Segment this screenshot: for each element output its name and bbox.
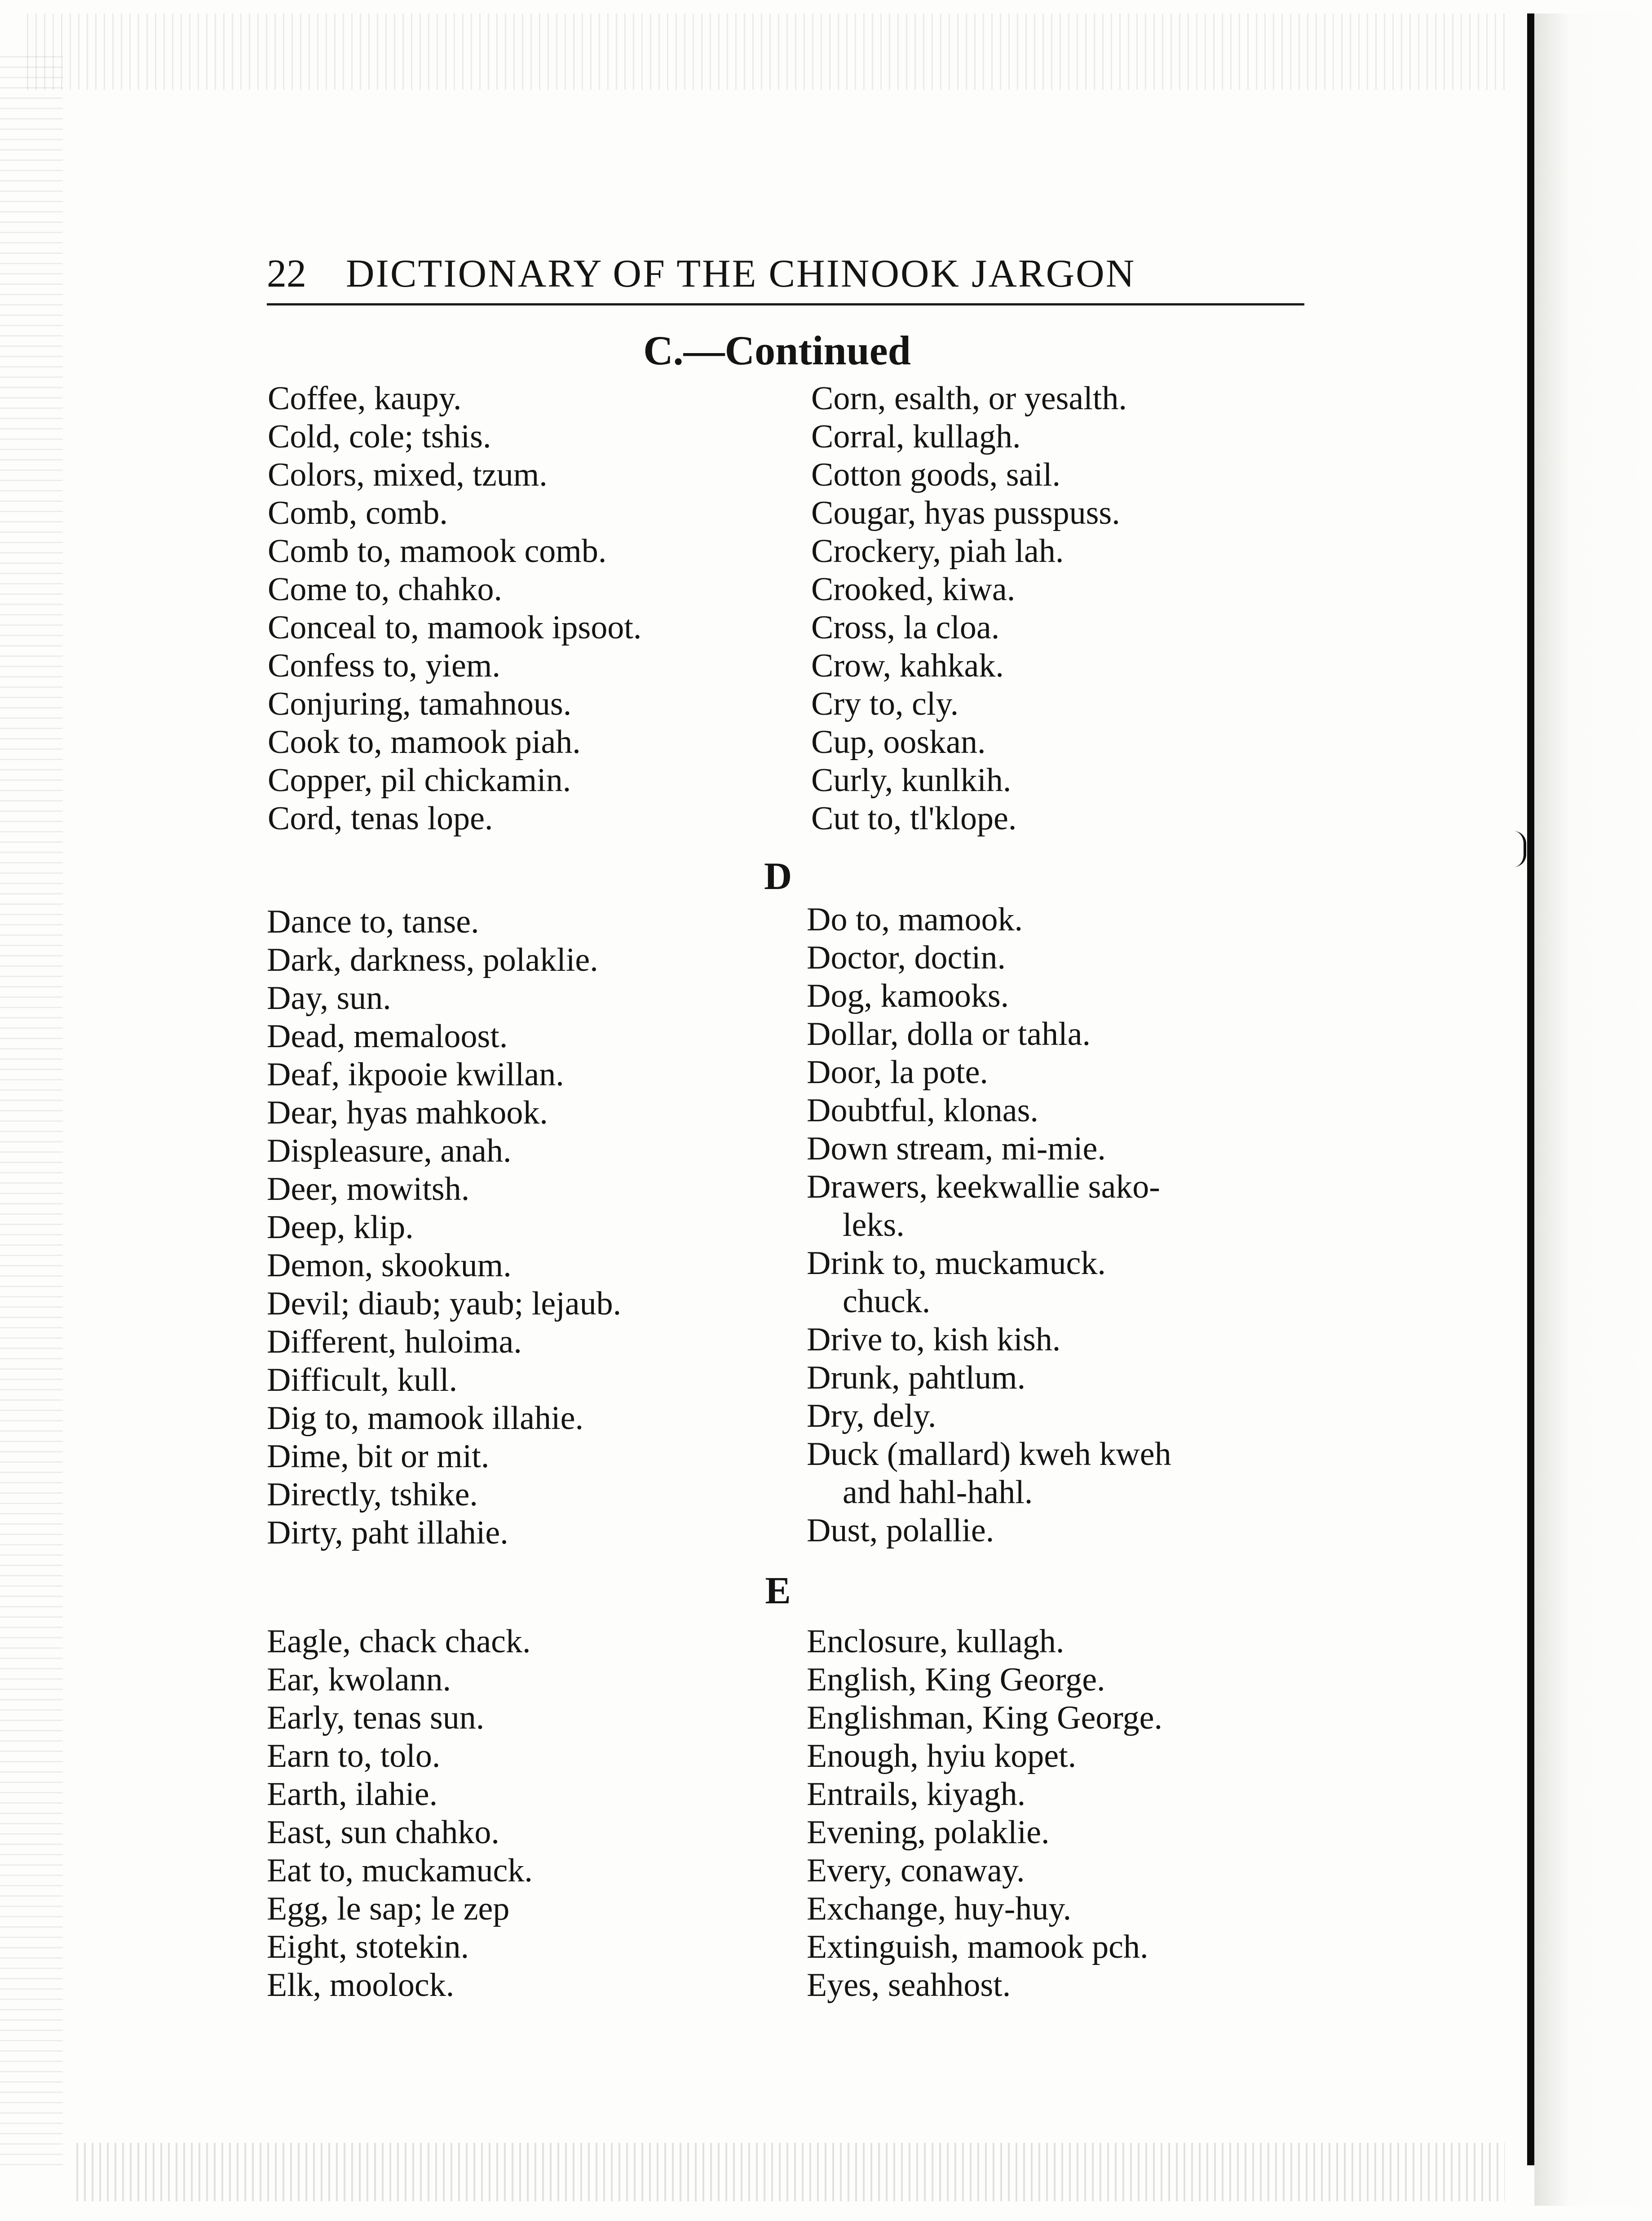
entry: Eat to, muckamuck. [267,1852,533,1889]
entry: Crooked, kiwa. [811,571,1016,608]
entry: Elk, moolock. [267,1967,455,2004]
entry: Doctor, doctin. [807,939,1006,976]
entry: Confess to, yiem. [268,647,500,684]
page-number: 22 [267,252,306,296]
entry: Drive to, kish kish. [807,1321,1061,1358]
entry: Dollar, dolla or tahla. [807,1016,1091,1053]
entry: Extinguish, mamook pch. [807,1929,1148,1965]
section-heading-c: C.—Continued [643,327,911,373]
entry: Every, conaway. [807,1852,1025,1889]
entry-continuation: chuck. [843,1283,931,1320]
entry: Enough, hyiu kopet. [807,1738,1077,1774]
entry: Earth, ilahie. [267,1776,438,1813]
entry: Cry to, cly. [811,686,959,722]
entry: Curly, kunlkih. [811,762,1012,799]
entry: Day, sun. [267,980,391,1017]
entry: Conjuring, tamahnous. [268,686,572,722]
entry: Eight, stotekin. [267,1929,469,1965]
binding-shadow [1534,13,1652,2206]
c-left-column [268,380,641,838]
entry-continuation: leks. [843,1207,905,1243]
entry: Corn, esalth, or yesalth. [811,380,1127,417]
entry: Dance to, tanse. [267,903,479,940]
entry: Ear, kwolann. [267,1661,451,1698]
entry-continuation: and hahl-hahl. [843,1474,1033,1511]
d-left-column [267,903,621,1552]
entry: Crockery, piah lah. [811,533,1064,570]
entry: English, King George. [807,1661,1105,1698]
entry: Door, la pote. [807,1054,988,1091]
entry: East, sun chahko. [267,1814,499,1851]
entry: Come to, chahko. [268,571,503,608]
entry: Dry, dely. [807,1398,936,1434]
entry: Colors, mixed, tzum. [268,456,548,493]
entry: Dirty, paht illahie. [267,1514,508,1551]
running-head [267,245,1304,305]
entry: Drink to, muckamuck. [807,1245,1106,1282]
entry: Entrails, kiyagh. [807,1776,1026,1813]
entry: Deer, mowitsh. [267,1171,470,1208]
section-heading-d: D [764,854,792,898]
entry: Cross, la cloa. [811,609,1000,646]
entry: Dark, darkness, polaklie. [267,942,598,978]
scan-noise-top [27,13,1509,90]
entry: Comb, comb. [268,495,448,531]
e-left-column [267,1623,533,2004]
entry: Crow, kahkak. [811,647,1004,684]
running-title: DICTIONARY OF THE CHINOOK JARGON [346,252,1136,296]
entry: Directly, tshike. [267,1476,478,1513]
c-right-column [811,380,1127,838]
entry: Evening, polaklie. [807,1814,1050,1851]
entry: Duck (mallard) kweh kweh [807,1436,1171,1473]
entry: Dog, kamooks. [807,978,1009,1014]
entry: Conceal to, mamook ipsoot. [268,609,642,646]
entry: Cold, cole; tshis. [268,418,491,455]
entry: Early, tenas sun. [267,1699,485,1736]
entry: Doubtful, klonas. [807,1092,1038,1129]
entry: Cook to, mamook piah. [268,724,581,761]
entry: Dust, polallie. [807,1512,994,1549]
entry: Cotton goods, sail. [811,456,1061,493]
entry: Deaf, ikpooie kwillan. [267,1056,564,1093]
scan-noise-left [0,54,63,2165]
entry: Dime, bit or mit. [267,1438,490,1475]
entry: Cup, ooskan. [811,724,986,761]
entry: Deep, klip. [267,1209,414,1246]
entry: Dear, hyas mahkook. [267,1094,548,1131]
entry: Coffee, kaupy. [268,380,462,417]
entry: Devil; diaub; yaub; lejaub. [267,1285,622,1322]
binding-edge [1527,13,1534,2165]
entry: Cut to, tl'klope. [811,800,1017,837]
entry: Different, huloima. [267,1323,522,1360]
entry: Demon, skookum. [267,1247,512,1284]
d-right-column [807,901,1171,1550]
entry: Cougar, hyas pusspuss. [811,495,1120,531]
e-right-column [807,1623,1162,2004]
entry: Dead, memaloost. [267,1018,508,1055]
entry: Eagle, chack chack. [267,1623,531,1660]
entry: Displeasure, anah. [267,1133,512,1169]
entry: Eyes, seahhost. [807,1967,1011,2004]
entry: Dig to, mamook illahie. [267,1400,583,1437]
scan-noise-bottom [76,2143,1505,2201]
entry: Earn to, tolo. [267,1738,441,1774]
page-crease [1514,831,1526,867]
entry: Corral, kullagh. [811,418,1021,455]
entry: Enclosure, kullagh. [807,1623,1065,1660]
entry: Drawers, keekwallie sako- [807,1168,1160,1205]
entry: Drunk, pahtlum. [807,1359,1026,1396]
entry: Comb to, mamook comb. [268,533,607,570]
entry: Exchange, huy-huy. [807,1890,1072,1927]
entry: Egg, le sap; le zep [267,1890,510,1927]
entry: Do to, mamook. [807,901,1023,938]
entry: Difficult, kull. [267,1362,458,1398]
entry: Copper, pil chickamin. [268,762,571,799]
entry: Cord, tenas lope. [268,800,493,837]
entry: Englishman, King George. [807,1699,1162,1736]
section-heading-e: E [765,1569,791,1612]
entry: Down stream, mi-mie. [807,1130,1106,1167]
